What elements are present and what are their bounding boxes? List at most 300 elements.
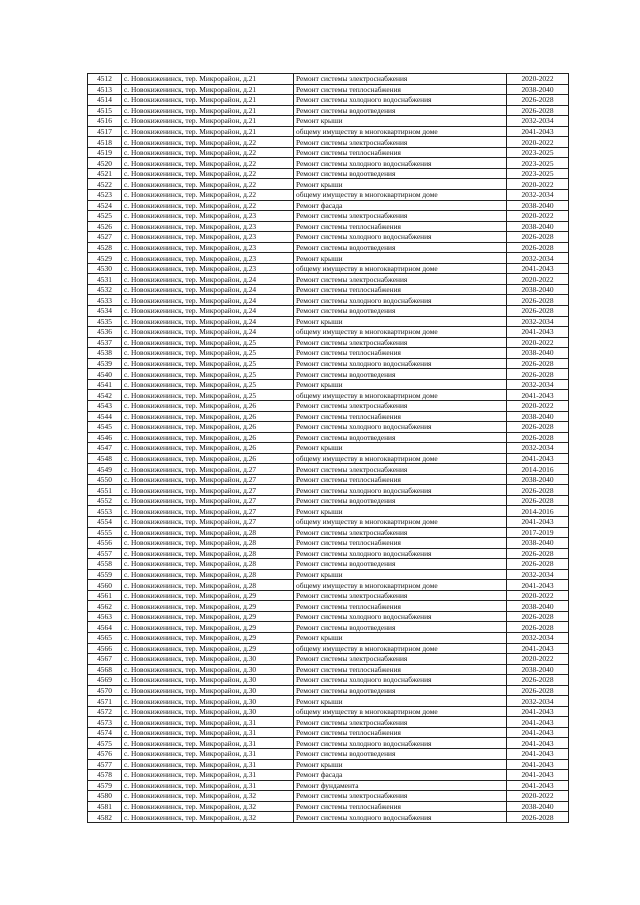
row-number: 4524 <box>88 200 122 211</box>
address-cell: с. Новокиженинск, тер. Микрорайон, д.24 <box>122 284 294 295</box>
work-type-cell: Ремонт системы холодного водоснабжения <box>294 548 507 559</box>
address-cell: с. Новокиженинск, тер. Микрорайон, д.30 <box>122 706 294 717</box>
period-cell: 2017-2019 <box>507 527 569 538</box>
row-number: 4526 <box>88 221 122 232</box>
table-row <box>88 379 569 390</box>
work-type-cell: Ремонт системы водоотведения <box>294 105 507 116</box>
work-type-cell: Ремонт фундамента <box>294 780 507 791</box>
address-cell: с. Новокиженинск, тер. Микрорайон, д.21 <box>122 95 294 106</box>
table-row <box>88 559 569 570</box>
period-cell: 2026-2028 <box>507 242 569 253</box>
address-cell: с. Новокиженинск, тер. Микрорайон, д.31 <box>122 727 294 738</box>
address-cell: с. Новокиженинск, тер. Микрорайон, д.22 <box>122 147 294 158</box>
address-cell: с. Новокиженинск, тер. Микрорайон, д.30 <box>122 664 294 675</box>
address-cell: с. Новокиженинск, тер. Микрорайон, д.22 <box>122 179 294 190</box>
period-cell: 2026-2028 <box>507 495 569 506</box>
row-number: 4579 <box>88 780 122 791</box>
row-number: 4558 <box>88 559 122 570</box>
table-row <box>88 601 569 612</box>
work-type-cell: Ремонт системы холодного водоснабжения <box>294 95 507 106</box>
row-number: 4539 <box>88 358 122 369</box>
row-number: 4552 <box>88 495 122 506</box>
row-number: 4562 <box>88 601 122 612</box>
period-cell: 2014-2016 <box>507 506 569 517</box>
table-row <box>88 495 569 506</box>
row-number: 4545 <box>88 422 122 433</box>
row-number: 4538 <box>88 348 122 359</box>
work-type-cell: Ремонт системы электроснабжения <box>294 791 507 802</box>
table-row <box>88 443 569 454</box>
table-row <box>88 390 569 401</box>
work-type-cell: Ремонт системы холодного водоснабжения <box>294 812 507 823</box>
table-row <box>88 654 569 665</box>
table-row <box>88 74 569 85</box>
row-number: 4572 <box>88 706 122 717</box>
table-row <box>88 453 569 464</box>
work-type-cell: Ремонт крыши <box>294 696 507 707</box>
row-number: 4512 <box>88 74 122 85</box>
period-cell: 2038-2040 <box>507 200 569 211</box>
table-row <box>88 263 569 274</box>
period-cell: 2041-2043 <box>507 580 569 591</box>
address-cell: с. Новокиженинск, тер. Микрорайон, д.25 <box>122 358 294 369</box>
address-cell: с. Новокиженинск, тер. Микрорайон, д.24 <box>122 316 294 327</box>
address-cell: с. Новокиженинск, тер. Микрорайон, д.26 <box>122 432 294 443</box>
row-number: 4540 <box>88 369 122 380</box>
period-cell: 2041-2043 <box>507 780 569 791</box>
row-number: 4525 <box>88 211 122 222</box>
address-cell: с. Новокиженинск, тер. Микрорайон, д.25 <box>122 379 294 390</box>
work-type-cell: Ремонт системы водоотведения <box>294 559 507 570</box>
row-number: 4517 <box>88 126 122 137</box>
work-type-cell: Ремонт системы теплоснабжения <box>294 221 507 232</box>
period-cell: 2038-2040 <box>507 474 569 485</box>
row-number: 4531 <box>88 274 122 285</box>
period-cell: 2032-2034 <box>507 190 569 201</box>
work-type-cell: Ремонт крыши <box>294 569 507 580</box>
period-cell: 2032-2034 <box>507 569 569 580</box>
address-cell: с. Новокиженинск, тер. Микрорайон, д.26 <box>122 400 294 411</box>
period-cell: 2026-2028 <box>507 812 569 823</box>
work-type-cell: Ремонт системы электроснабжения <box>294 464 507 475</box>
period-cell: 2020-2022 <box>507 274 569 285</box>
address-cell: с. Новокиженинск, тер. Микрорайон, д.24 <box>122 306 294 317</box>
row-number: 4513 <box>88 84 122 95</box>
row-number: 4516 <box>88 116 122 127</box>
row-number: 4573 <box>88 717 122 728</box>
table-row <box>88 316 569 327</box>
row-number: 4561 <box>88 590 122 601</box>
period-cell: 2020-2022 <box>507 337 569 348</box>
table-row <box>88 738 569 749</box>
work-type-cell: Ремонт системы водоотведения <box>294 749 507 760</box>
address-cell: с. Новокиженинск, тер. Микрорайон, д.31 <box>122 780 294 791</box>
table-row <box>88 485 569 496</box>
address-cell: с. Новокиженинск, тер. Микрорайон, д.21 <box>122 105 294 116</box>
row-number: 4571 <box>88 696 122 707</box>
period-cell: 2032-2034 <box>507 632 569 643</box>
period-cell: 2026-2028 <box>507 485 569 496</box>
row-number: 4518 <box>88 137 122 148</box>
table-row <box>88 274 569 285</box>
period-cell: 2026-2028 <box>507 369 569 380</box>
address-cell: с. Новокиженинск, тер. Микрорайон, д.24 <box>122 295 294 306</box>
row-number: 4574 <box>88 727 122 738</box>
work-type-cell: Ремонт фасада <box>294 770 507 781</box>
row-number: 4534 <box>88 306 122 317</box>
table-row <box>88 675 569 686</box>
period-cell: 2032-2034 <box>507 443 569 454</box>
address-cell: с. Новокиженинск, тер. Микрорайон, д.30 <box>122 675 294 686</box>
period-cell: 2032-2034 <box>507 253 569 264</box>
address-cell: с. Новокиженинск, тер. Микрорайон, д.27 <box>122 485 294 496</box>
period-cell: 2038-2040 <box>507 84 569 95</box>
row-number: 4568 <box>88 664 122 675</box>
address-cell: с. Новокиженинск, тер. Микрорайон, д.31 <box>122 749 294 760</box>
period-cell: 2041-2043 <box>507 759 569 770</box>
table-row <box>88 179 569 190</box>
address-cell: с. Новокиженинск, тер. Микрорайон, д.30 <box>122 685 294 696</box>
period-cell: 2032-2034 <box>507 316 569 327</box>
table-row <box>88 411 569 422</box>
work-type-cell: Ремонт системы теплоснабжения <box>294 411 507 422</box>
table-row <box>88 706 569 717</box>
table-row <box>88 295 569 306</box>
row-number: 4537 <box>88 337 122 348</box>
work-type-cell: Ремонт системы холодного водоснабжения <box>294 675 507 686</box>
row-number: 4536 <box>88 327 122 338</box>
work-type-cell: Ремонт системы водоотведения <box>294 168 507 179</box>
work-type-cell: Ремонт системы водоотведения <box>294 622 507 633</box>
period-cell: 2038-2040 <box>507 538 569 549</box>
period-cell: 2026-2028 <box>507 105 569 116</box>
work-type-cell: Ремонт системы холодного водоснабжения <box>294 738 507 749</box>
table-row <box>88 147 569 158</box>
address-cell: с. Новокиженинск, тер. Микрорайон, д.27 <box>122 516 294 527</box>
period-cell: 2026-2028 <box>507 232 569 243</box>
table-body <box>88 74 569 823</box>
period-cell: 2041-2043 <box>507 327 569 338</box>
row-number: 4549 <box>88 464 122 475</box>
work-type-cell: Ремонт крыши <box>294 632 507 643</box>
row-number: 4514 <box>88 95 122 106</box>
row-number: 4546 <box>88 432 122 443</box>
period-cell: 2026-2028 <box>507 622 569 633</box>
table-row <box>88 474 569 485</box>
address-cell: с. Новокиженинск, тер. Микрорайон, д.29 <box>122 622 294 633</box>
period-cell: 2020-2022 <box>507 590 569 601</box>
address-cell: с. Новокиженинск, тер. Микрорайон, д.21 <box>122 74 294 85</box>
address-cell: с. Новокиженинск, тер. Микрорайон, д.22 <box>122 190 294 201</box>
table-row <box>88 348 569 359</box>
work-type-cell: общему имуществу в многоквартирном доме <box>294 516 507 527</box>
work-type-cell: Ремонт системы холодного водоснабжения <box>294 485 507 496</box>
row-number: 4529 <box>88 253 122 264</box>
work-type-cell: Ремонт системы холодного водоснабжения <box>294 295 507 306</box>
table-row <box>88 95 569 106</box>
period-cell: 2041-2043 <box>507 390 569 401</box>
table-row <box>88 168 569 179</box>
table-row <box>88 622 569 633</box>
row-number: 4565 <box>88 632 122 643</box>
table-row <box>88 358 569 369</box>
address-cell: с. Новокиженинск, тер. Микрорайон, д.25 <box>122 348 294 359</box>
table-row <box>88 643 569 654</box>
row-number: 4581 <box>88 801 122 812</box>
work-type-cell: общему имуществу в многоквартирном доме <box>294 453 507 464</box>
table-row <box>88 611 569 622</box>
row-number: 4576 <box>88 749 122 760</box>
address-cell: с. Новокиженинск, тер. Микрорайон, д.30 <box>122 696 294 707</box>
work-type-cell: Ремонт системы теплоснабжения <box>294 147 507 158</box>
period-cell: 2038-2040 <box>507 664 569 675</box>
work-type-cell: Ремонт системы водоотведения <box>294 242 507 253</box>
period-cell: 2041-2043 <box>507 516 569 527</box>
work-type-cell: Ремонт системы водоотведения <box>294 369 507 380</box>
table-row <box>88 337 569 348</box>
address-cell: с. Новокиженинск, тер. Микрорайон, д.31 <box>122 770 294 781</box>
address-cell: с. Новокиженинск, тер. Микрорайон, д.29 <box>122 590 294 601</box>
work-type-cell: общему имуществу в многоквартирном доме <box>294 126 507 137</box>
address-cell: с. Новокиженинск, тер. Микрорайон, д.21 <box>122 116 294 127</box>
work-type-cell: Ремонт системы холодного водоснабжения <box>294 158 507 169</box>
row-number: 4563 <box>88 611 122 622</box>
work-type-cell: Ремонт крыши <box>294 759 507 770</box>
address-cell: с. Новокиженинск, тер. Микрорайон, д.23 <box>122 232 294 243</box>
work-type-cell: Ремонт системы электроснабжения <box>294 527 507 538</box>
address-cell: с. Новокиженинск, тер. Микрорайон, д.22 <box>122 137 294 148</box>
table-row <box>88 812 569 823</box>
repair-schedule-table <box>87 73 569 823</box>
table-row <box>88 527 569 538</box>
period-cell: 2041-2043 <box>507 706 569 717</box>
table-row <box>88 801 569 812</box>
address-cell: с. Новокиженинск, тер. Микрорайон, д.28 <box>122 580 294 591</box>
row-number: 4566 <box>88 643 122 654</box>
address-cell: с. Новокиженинск, тер. Микрорайон, д.27 <box>122 506 294 517</box>
table-row <box>88 516 569 527</box>
table-row <box>88 137 569 148</box>
address-cell: с. Новокиженинск, тер. Микрорайон, д.23 <box>122 242 294 253</box>
work-type-cell: Ремонт системы теплоснабжения <box>294 727 507 738</box>
period-cell: 2041-2043 <box>507 263 569 274</box>
work-type-cell: Ремонт системы электроснабжения <box>294 74 507 85</box>
row-number: 4553 <box>88 506 122 517</box>
period-cell: 2020-2022 <box>507 137 569 148</box>
address-cell: с. Новокиженинск, тер. Микрорайон, д.26 <box>122 453 294 464</box>
address-cell: с. Новокиженинск, тер. Микрорайон, д.22 <box>122 168 294 179</box>
address-cell: с. Новокиженинск, тер. Микрорайон, д.28 <box>122 538 294 549</box>
period-cell: 2023-2025 <box>507 147 569 158</box>
period-cell: 2020-2022 <box>507 791 569 802</box>
work-type-cell: общему имуществу в многоквартирном доме <box>294 706 507 717</box>
address-cell: с. Новокиженинск, тер. Микрорайон, д.26 <box>122 422 294 433</box>
row-number: 4575 <box>88 738 122 749</box>
work-type-cell: Ремонт системы теплоснабжения <box>294 538 507 549</box>
address-cell: с. Новокиженинск, тер. Микрорайон, д.25 <box>122 337 294 348</box>
row-number: 4555 <box>88 527 122 538</box>
row-number: 4569 <box>88 675 122 686</box>
work-type-cell: Ремонт крыши <box>294 316 507 327</box>
row-number: 4535 <box>88 316 122 327</box>
row-number: 4522 <box>88 179 122 190</box>
work-type-cell: Ремонт системы электроснабжения <box>294 274 507 285</box>
row-number: 4533 <box>88 295 122 306</box>
period-cell: 2026-2028 <box>507 675 569 686</box>
work-type-cell: Ремонт системы теплоснабжения <box>294 474 507 485</box>
address-cell: с. Новокиженинск, тер. Микрорайон, д.27 <box>122 474 294 485</box>
work-type-cell: общему имуществу в многоквартирном доме <box>294 327 507 338</box>
table-row <box>88 105 569 116</box>
row-number: 4582 <box>88 812 122 823</box>
address-cell: с. Новокиженинск, тер. Микрорайон, д.22 <box>122 158 294 169</box>
period-cell: 2038-2040 <box>507 221 569 232</box>
address-cell: с. Новокиженинск, тер. Микрорайон, д.23 <box>122 211 294 222</box>
row-number: 4544 <box>88 411 122 422</box>
table-row <box>88 780 569 791</box>
work-type-cell: Ремонт системы электроснабжения <box>294 590 507 601</box>
table-row <box>88 464 569 475</box>
table-row <box>88 306 569 317</box>
work-type-cell: Ремонт системы электроснабжения <box>294 211 507 222</box>
address-cell: с. Новокиженинск, тер. Микрорайон, д.29 <box>122 632 294 643</box>
work-type-cell: Ремонт системы теплоснабжения <box>294 84 507 95</box>
table-row <box>88 369 569 380</box>
period-cell: 2026-2028 <box>507 295 569 306</box>
address-cell: с. Новокиженинск, тер. Микрорайон, д.28 <box>122 569 294 580</box>
work-type-cell: Ремонт системы водоотведения <box>294 306 507 317</box>
table-row <box>88 548 569 559</box>
row-number: 4532 <box>88 284 122 295</box>
address-cell: с. Новокиженинск, тер. Микрорайон, д.21 <box>122 84 294 95</box>
period-cell: 2038-2040 <box>507 348 569 359</box>
address-cell: с. Новокиженинск, тер. Микрорайон, д.23 <box>122 253 294 264</box>
address-cell: с. Новокиженинск, тер. Микрорайон, д.26 <box>122 411 294 422</box>
period-cell: 2020-2022 <box>507 179 569 190</box>
row-number: 4542 <box>88 390 122 401</box>
period-cell: 2041-2043 <box>507 738 569 749</box>
period-cell: 2032-2034 <box>507 379 569 390</box>
work-type-cell: Ремонт системы теплоснабжения <box>294 601 507 612</box>
table-row <box>88 200 569 211</box>
table-row <box>88 538 569 549</box>
row-number: 4580 <box>88 791 122 802</box>
period-cell: 2041-2043 <box>507 727 569 738</box>
table-row <box>88 770 569 781</box>
work-type-cell: Ремонт крыши <box>294 179 507 190</box>
period-cell: 2026-2028 <box>507 432 569 443</box>
address-cell: с. Новокиженинск, тер. Микрорайон, д.28 <box>122 527 294 538</box>
period-cell: 2041-2043 <box>507 126 569 137</box>
address-cell: с. Новокиженинск, тер. Микрорайон, д.25 <box>122 369 294 380</box>
table-row <box>88 590 569 601</box>
row-number: 4541 <box>88 379 122 390</box>
period-cell: 2032-2034 <box>507 116 569 127</box>
address-cell: с. Новокиженинск, тер. Микрорайон, д.31 <box>122 738 294 749</box>
period-cell: 2026-2028 <box>507 95 569 106</box>
work-type-cell: Ремонт системы холодного водоснабжения <box>294 232 507 243</box>
period-cell: 2023-2025 <box>507 168 569 179</box>
address-cell: с. Новокиженинск, тер. Микрорайон, д.24 <box>122 274 294 285</box>
table-row <box>88 727 569 738</box>
period-cell: 2020-2022 <box>507 400 569 411</box>
table-row <box>88 422 569 433</box>
table-row <box>88 506 569 517</box>
table-row <box>88 190 569 201</box>
address-cell: с. Новокиженинск, тер. Микрорайон, д.28 <box>122 559 294 570</box>
period-cell: 2038-2040 <box>507 801 569 812</box>
work-type-cell: Ремонт системы холодного водоснабжения <box>294 611 507 622</box>
row-number: 4543 <box>88 400 122 411</box>
row-number: 4523 <box>88 190 122 201</box>
table-row <box>88 749 569 760</box>
work-type-cell: общему имуществу в многоквартирном доме <box>294 190 507 201</box>
work-type-cell: Ремонт системы электроснабжения <box>294 654 507 665</box>
work-type-cell: Ремонт системы водоотведения <box>294 495 507 506</box>
period-cell: 2041-2043 <box>507 717 569 728</box>
table-row <box>88 759 569 770</box>
work-type-cell: Ремонт системы электроснабжения <box>294 137 507 148</box>
period-cell: 2020-2022 <box>507 211 569 222</box>
table-row <box>88 569 569 580</box>
work-type-cell: Ремонт системы электроснабжения <box>294 717 507 728</box>
work-type-cell: Ремонт системы водоотведения <box>294 432 507 443</box>
row-number: 4559 <box>88 569 122 580</box>
work-type-cell: Ремонт системы теплоснабжения <box>294 801 507 812</box>
period-cell: 2014-2016 <box>507 464 569 475</box>
address-cell: с. Новокиженинск, тер. Микрорайон, д.31 <box>122 717 294 728</box>
table-row <box>88 211 569 222</box>
work-type-cell: Ремонт крыши <box>294 506 507 517</box>
table-row <box>88 717 569 728</box>
work-type-cell: общему имуществу в многоквартирном доме <box>294 643 507 654</box>
row-number: 4564 <box>88 622 122 633</box>
row-number: 4530 <box>88 263 122 274</box>
work-type-cell: Ремонт системы водоотведения <box>294 685 507 696</box>
work-type-cell: общему имуществу в многоквартирном доме <box>294 390 507 401</box>
period-cell: 2026-2028 <box>507 611 569 622</box>
address-cell: с. Новокиженинск, тер. Микрорайон, д.32 <box>122 801 294 812</box>
row-number: 4551 <box>88 485 122 496</box>
work-type-cell: Ремонт системы теплоснабжения <box>294 284 507 295</box>
row-number: 4521 <box>88 168 122 179</box>
table-row <box>88 126 569 137</box>
work-type-cell: общему имуществу в многоквартирном доме <box>294 263 507 274</box>
period-cell: 2026-2028 <box>507 685 569 696</box>
row-number: 4527 <box>88 232 122 243</box>
address-cell: с. Новокиженинск, тер. Микрорайон, д.30 <box>122 654 294 665</box>
table-row <box>88 221 569 232</box>
address-cell: с. Новокиженинск, тер. Микрорайон, д.24 <box>122 327 294 338</box>
period-cell: 2038-2040 <box>507 284 569 295</box>
period-cell: 2020-2022 <box>507 654 569 665</box>
work-type-cell: Ремонт крыши <box>294 253 507 264</box>
work-type-cell: общему имуществу в многоквартирном доме <box>294 580 507 591</box>
row-number: 4570 <box>88 685 122 696</box>
address-cell: с. Новокиженинск, тер. Микрорайон, д.32 <box>122 791 294 802</box>
work-type-cell: Ремонт системы теплоснабжения <box>294 664 507 675</box>
address-cell: с. Новокиженинск, тер. Микрорайон, д.23 <box>122 221 294 232</box>
period-cell: 2023-2025 <box>507 158 569 169</box>
table-row <box>88 232 569 243</box>
table-row <box>88 284 569 295</box>
address-cell: с. Новокиженинск, тер. Микрорайон, д.26 <box>122 443 294 454</box>
address-cell: с. Новокиженинск, тер. Микрорайон, д.27 <box>122 495 294 506</box>
address-cell: с. Новокиженинск, тер. Микрорайон, д.29 <box>122 601 294 612</box>
table-row <box>88 242 569 253</box>
address-cell: с. Новокиженинск, тер. Микрорайон, д.29 <box>122 643 294 654</box>
work-type-cell: Ремонт системы электроснабжения <box>294 337 507 348</box>
